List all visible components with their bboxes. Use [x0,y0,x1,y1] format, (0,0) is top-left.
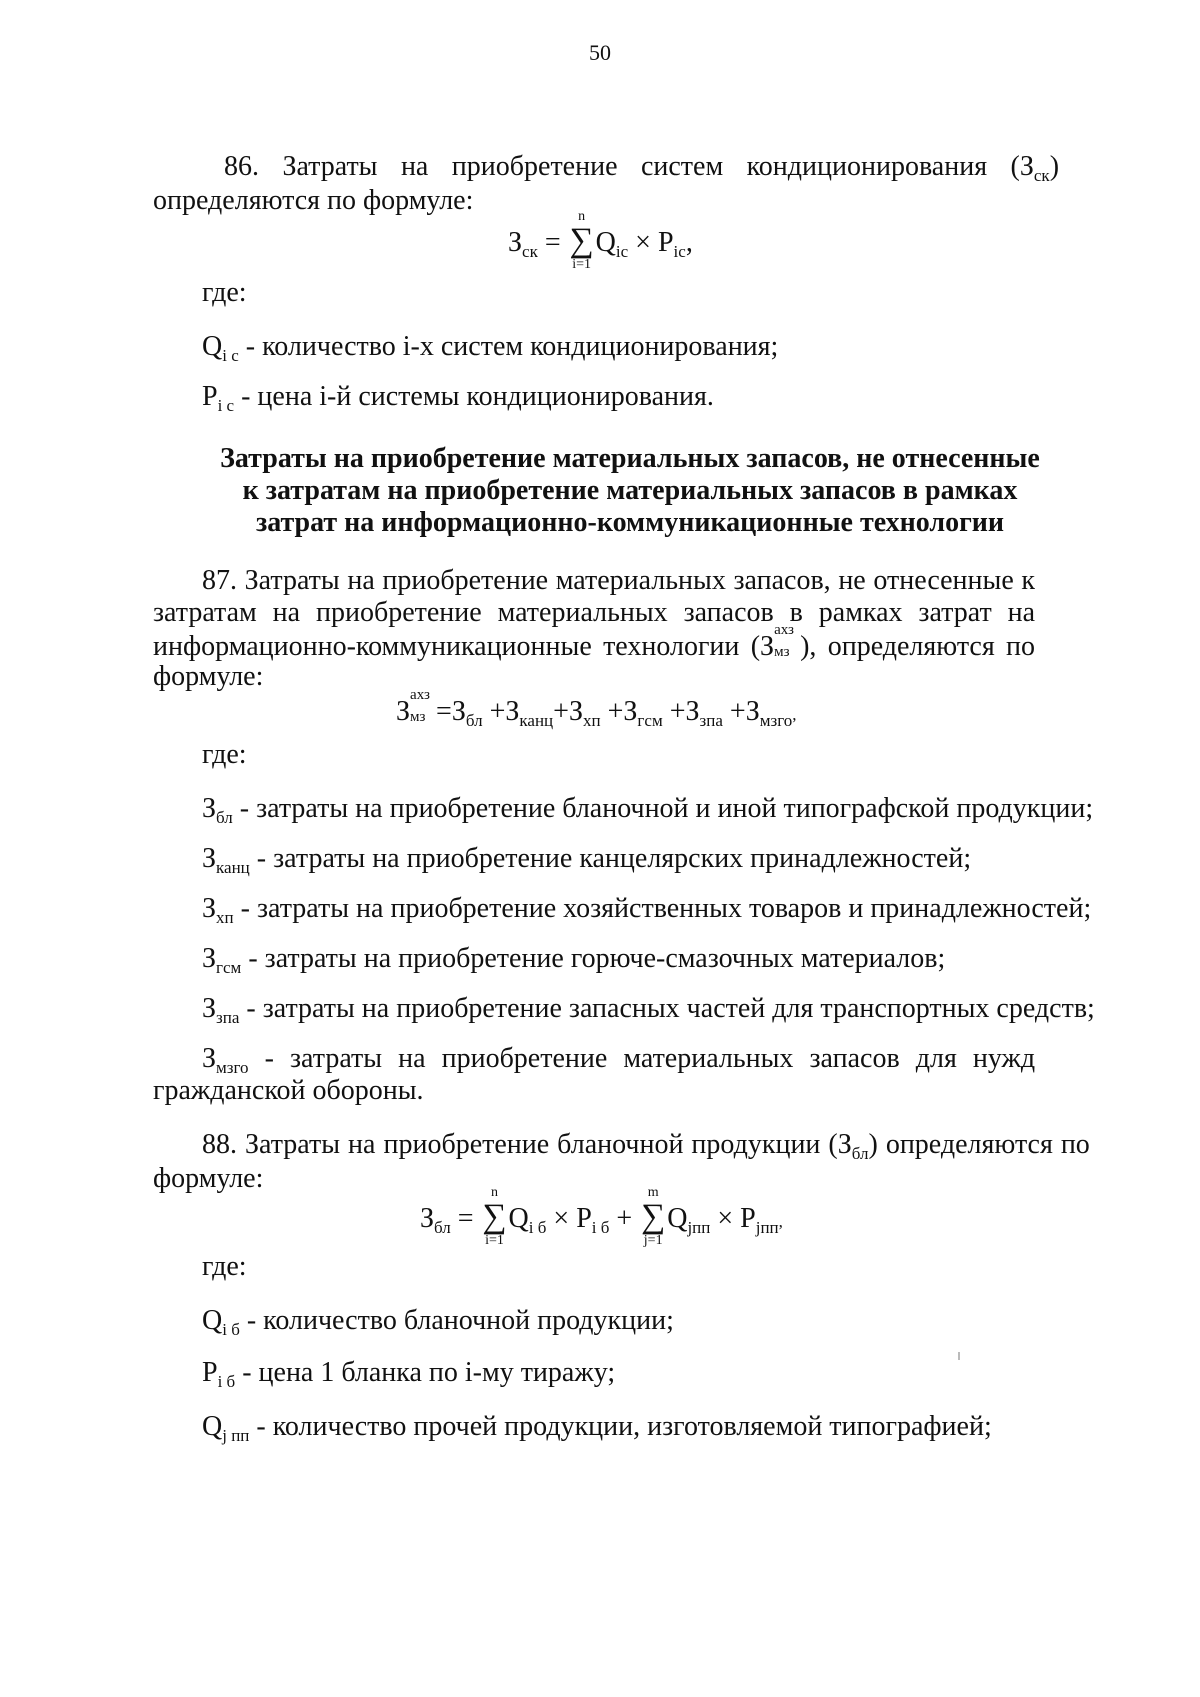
sum-sign: n ∑ i=1 [482,1185,507,1248]
p87-def-mzgo: $З_{мзго}$ - затраты на приобретение материальных запасов для нужд [202,1043,1036,1077]
p86-line1 [224,150,1059,184]
section-heading-line2: к затратам на приобретение материальных запасов в рамках [242,475,1018,506]
sum-sign: n ∑ i=1 [569,209,594,272]
where-label: где: [202,1251,247,1282]
p86-w: 86. [224,151,259,182]
p87-formula: З ахз мз $=З_{бл} +З_{канц}+З_{хп} +З_{гсм} +З_{зпа} +З_{мзго}$, [396,687,797,730]
p88-line1: 88. Затраты на приобретение бланочной продукции $(З_{бл})$ определяются по [202,1129,1090,1163]
p86-symbol: $(З_{ск})$ [1010,151,1060,185]
p87-line1: 87. Затраты на приобретение материальных запасов, не отнесенные к [202,565,1036,596]
p86-w: Затраты [282,151,378,182]
page-number: 50 [589,40,611,65]
p86-w: кондиционирования [746,151,988,182]
p86-w: систем [640,151,724,182]
p88-def: $P_{i б}$ - цена 1 бланка по i-му тиражу; [202,1357,616,1391]
p87-def: $З_{зпа}$ - затраты на приобретение запасных частей для транспортных средств; [202,993,1095,1027]
p88-def: $Q_{i б}$ - количество бланочной продукции; [202,1305,674,1339]
section-heading-line3: затрат на информационно-коммуникационные технологии [255,507,1005,538]
symbol-zahz: (З ахз мз ), [750,622,817,662]
p88-line2: формуле: [153,1163,264,1194]
scan-speck [958,1352,960,1360]
where-label: где: [202,739,247,770]
p88-formula: $З_{бл}$ = n ∑ i=1 $Q_{i б} \times P_{i б}$ + m ∑ j=1 $Q_{jпп} \times P_{jпп}$, [420,1185,783,1248]
p87-def: $З_{бл}$ - затраты на приобретение бланочной и иной типографской продукции; [202,793,1094,827]
section-heading-line1: Затраты на приобретение материальных запасов, не отнесенные [220,443,1040,474]
p88-def: $Q_{j пп}$ - количество прочей продукции, изготовляемой типографией; [202,1411,992,1445]
p87-line3: информационно-коммуникационные технологии (З ахз мз ), определяются по [153,622,1036,662]
p87-def: $З_{канц}$ - затраты на приобретение канцелярских принадлежностей; [202,843,972,877]
sum-sign: m ∑ j=1 [641,1185,666,1248]
p86-w: приобретение [451,151,618,182]
p87-line2: затратам на приобретение материальных запасов в рамках затрат на [153,597,1036,628]
p86-def-q: $Q_{i c}$ - количество i-х систем кондиционирования; [202,331,779,365]
where-label: где: [202,277,247,308]
p86-formula: $З_{ск}$ = n ∑ i=1 $Q_{ic} \times P_{ic}$, [508,209,693,272]
p87-def: $З_{гсм}$ - затраты на приобретение горюче-смазочных материалов; [202,943,946,977]
p87-def: $З_{хп}$ - затраты на приобретение хозяйственных товаров и принадлежностей; [202,893,1092,927]
p87-line4: формуле: [153,661,264,692]
p86-def-p: $P_{i c}$ - цена i-й системы кондиционирования. [202,381,714,415]
p86-line2: определяются по формуле: [153,185,474,216]
p87-def-mzgo-line2: гражданской обороны. [153,1075,424,1106]
p86-w: на [400,151,429,182]
